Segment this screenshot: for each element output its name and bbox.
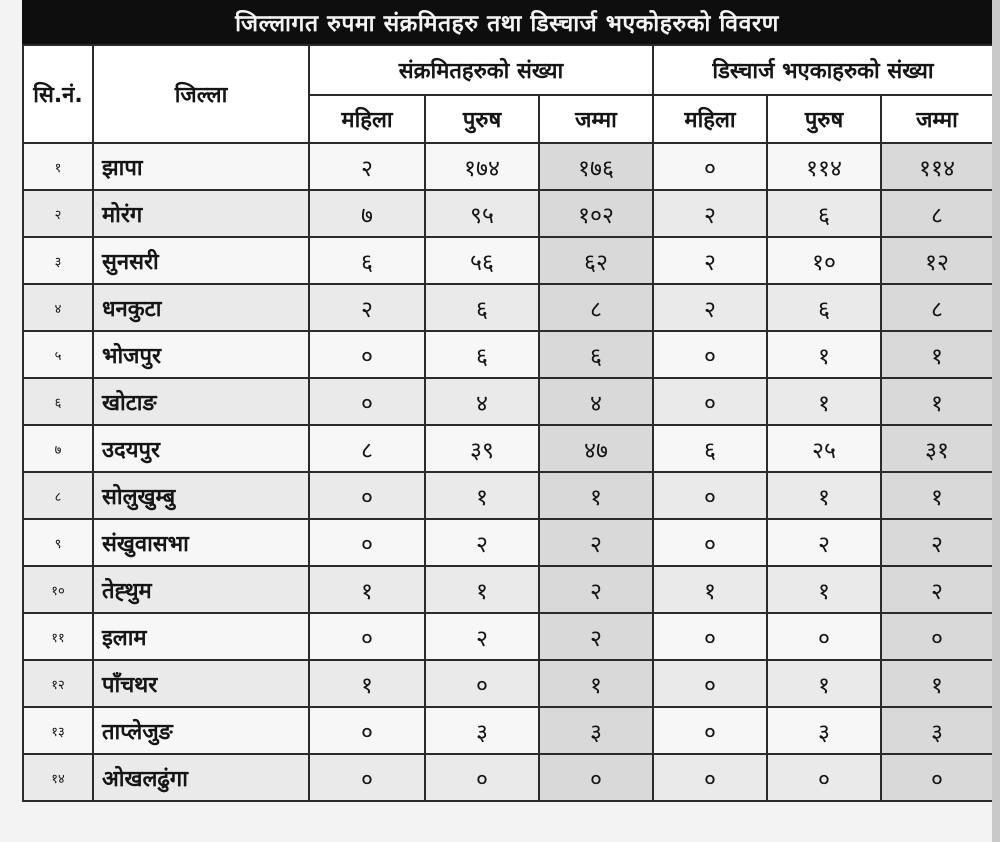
header-infected-male: पुरुष xyxy=(425,95,539,143)
discharged-male-cell: १ xyxy=(767,331,881,378)
header-discharged-total: जम्मा xyxy=(881,95,993,143)
infected-male-cell: ४ xyxy=(425,378,539,425)
infected-total-cell: २ xyxy=(539,613,653,660)
discharged-female-cell: ० xyxy=(653,378,767,425)
infected-male-cell: २ xyxy=(425,519,539,566)
serial-number-cell: १४ xyxy=(23,754,93,801)
infected-total-cell: २ xyxy=(539,519,653,566)
serial-number-cell: ६ xyxy=(23,378,93,425)
discharged-female-cell: ६ xyxy=(653,425,767,472)
discharged-total-cell: १ xyxy=(881,378,993,425)
header-discharged-group: डिस्चार्ज भएकाहरुको संख्या xyxy=(653,45,993,95)
table-body xyxy=(23,143,993,801)
table-row xyxy=(23,660,993,707)
serial-number-cell: ८ xyxy=(23,472,93,519)
table-row xyxy=(23,237,993,284)
district-cell: भोजपुर xyxy=(93,331,309,378)
infected-male-cell: ६ xyxy=(425,284,539,331)
discharged-total-cell: ० xyxy=(881,754,993,801)
infected-female-cell: ६ xyxy=(309,237,425,284)
discharged-total-cell: ८ xyxy=(881,284,993,331)
table-row xyxy=(23,378,993,425)
discharged-male-cell: ६ xyxy=(767,284,881,331)
infected-total-cell: २ xyxy=(539,566,653,613)
district-cell: ओखलढुंगा xyxy=(93,754,309,801)
discharged-total-cell: २ xyxy=(881,519,993,566)
infected-male-cell: १ xyxy=(425,566,539,613)
infected-female-cell: २ xyxy=(309,143,425,190)
discharged-total-cell: १ xyxy=(881,472,993,519)
discharged-male-cell: ११४ xyxy=(767,143,881,190)
header-infected-group: संक्रमितहरुको संख्या xyxy=(309,45,653,95)
district-cell: सुनसरी xyxy=(93,237,309,284)
district-cell: इलाम xyxy=(93,613,309,660)
serial-number-cell: १ xyxy=(23,143,93,190)
discharged-male-cell: ० xyxy=(767,613,881,660)
header-district: जिल्ला xyxy=(93,45,309,143)
discharged-total-cell: ३ xyxy=(881,707,993,754)
district-cases-table xyxy=(22,44,994,802)
discharged-male-cell: ३ xyxy=(767,707,881,754)
district-cell: झापा xyxy=(93,143,309,190)
discharged-female-cell: २ xyxy=(653,284,767,331)
serial-number-cell: ३ xyxy=(23,237,93,284)
infected-male-cell: १७४ xyxy=(425,143,539,190)
table-title: जिल्लागत रुपमा संक्रमितहरु तथा डिस्चार्ज भएकोहरुको विवरण xyxy=(22,0,992,44)
table-row xyxy=(23,143,993,190)
table-row xyxy=(23,284,993,331)
serial-number-cell: ९ xyxy=(23,519,93,566)
table-row xyxy=(23,190,993,237)
discharged-female-cell: २ xyxy=(653,190,767,237)
infected-total-cell: १ xyxy=(539,472,653,519)
serial-number-cell: १० xyxy=(23,566,93,613)
infected-female-cell: ८ xyxy=(309,425,425,472)
discharged-total-cell: १ xyxy=(881,331,993,378)
district-cell: तेह्थुम xyxy=(93,566,309,613)
header-sn: सि.नं. xyxy=(23,45,93,143)
infected-total-cell: ० xyxy=(539,754,653,801)
discharged-female-cell: १ xyxy=(653,566,767,613)
infected-male-cell: ० xyxy=(425,754,539,801)
discharged-total-cell: २ xyxy=(881,566,993,613)
discharged-total-cell: ० xyxy=(881,613,993,660)
discharged-female-cell: ० xyxy=(653,613,767,660)
infected-female-cell: ० xyxy=(309,707,425,754)
discharged-male-cell: १ xyxy=(767,660,881,707)
infected-male-cell: २ xyxy=(425,613,539,660)
discharged-total-cell: ८ xyxy=(881,190,993,237)
infected-total-cell: १ xyxy=(539,660,653,707)
infected-female-cell: ० xyxy=(309,378,425,425)
header-infected-total: जम्मा xyxy=(539,95,653,143)
page-edge xyxy=(992,0,1000,842)
discharged-male-cell: ६ xyxy=(767,190,881,237)
table-row xyxy=(23,566,993,613)
infected-female-cell: १ xyxy=(309,566,425,613)
infected-female-cell: ० xyxy=(309,613,425,660)
header-infected-female: महिला xyxy=(309,95,425,143)
infected-total-cell: ४७ xyxy=(539,425,653,472)
infected-total-cell: १०२ xyxy=(539,190,653,237)
infected-male-cell: ९५ xyxy=(425,190,539,237)
infected-male-cell: ० xyxy=(425,660,539,707)
infected-male-cell: ५६ xyxy=(425,237,539,284)
serial-number-cell: ७ xyxy=(23,425,93,472)
discharged-female-cell: ० xyxy=(653,472,767,519)
discharged-female-cell: ० xyxy=(653,519,767,566)
infected-total-cell: ४ xyxy=(539,378,653,425)
district-cell: खोटाङ xyxy=(93,378,309,425)
table-row xyxy=(23,754,993,801)
infected-male-cell: १ xyxy=(425,472,539,519)
infected-total-cell: ६ xyxy=(539,331,653,378)
discharged-male-cell: १० xyxy=(767,237,881,284)
district-cell: उदयपुर xyxy=(93,425,309,472)
district-cell: सोलुखुम्बु xyxy=(93,472,309,519)
discharged-female-cell: ० xyxy=(653,331,767,378)
district-cell: मोरंग xyxy=(93,190,309,237)
discharged-male-cell: २५ xyxy=(767,425,881,472)
serial-number-cell: १३ xyxy=(23,707,93,754)
infected-total-cell: ६२ xyxy=(539,237,653,284)
table-row xyxy=(23,707,993,754)
serial-number-cell: ५ xyxy=(23,331,93,378)
serial-number-cell: ४ xyxy=(23,284,93,331)
header-discharged-female: महिला xyxy=(653,95,767,143)
infected-male-cell: ६ xyxy=(425,331,539,378)
district-cell: ताप्लेजुङ xyxy=(93,707,309,754)
district-cell: धनकुटा xyxy=(93,284,309,331)
discharged-total-cell: १२ xyxy=(881,237,993,284)
infected-female-cell: ० xyxy=(309,754,425,801)
serial-number-cell: ११ xyxy=(23,613,93,660)
discharged-female-cell: ० xyxy=(653,707,767,754)
district-cell: पाँचथर xyxy=(93,660,309,707)
table-row xyxy=(23,331,993,378)
infected-male-cell: ३९ xyxy=(425,425,539,472)
header-discharged-male: पुरुष xyxy=(767,95,881,143)
table-row xyxy=(23,425,993,472)
infected-female-cell: ० xyxy=(309,331,425,378)
district-cell: संखुवासभा xyxy=(93,519,309,566)
discharged-total-cell: १ xyxy=(881,660,993,707)
discharged-female-cell: ० xyxy=(653,754,767,801)
infected-total-cell: १७६ xyxy=(539,143,653,190)
discharged-female-cell: २ xyxy=(653,237,767,284)
discharged-male-cell: २ xyxy=(767,519,881,566)
infected-male-cell: ३ xyxy=(425,707,539,754)
discharged-male-cell: १ xyxy=(767,566,881,613)
infected-total-cell: ३ xyxy=(539,707,653,754)
infected-female-cell: ० xyxy=(309,472,425,519)
discharged-total-cell: ११४ xyxy=(881,143,993,190)
serial-number-cell: १२ xyxy=(23,660,93,707)
infected-female-cell: ० xyxy=(309,519,425,566)
discharged-female-cell: ० xyxy=(653,143,767,190)
discharged-male-cell: १ xyxy=(767,378,881,425)
table-row xyxy=(23,613,993,660)
infected-female-cell: २ xyxy=(309,284,425,331)
serial-number-cell: २ xyxy=(23,190,93,237)
table-row xyxy=(23,519,993,566)
table-row xyxy=(23,472,993,519)
infected-total-cell: ८ xyxy=(539,284,653,331)
discharged-male-cell: ० xyxy=(767,754,881,801)
infected-female-cell: ७ xyxy=(309,190,425,237)
discharged-female-cell: ० xyxy=(653,660,767,707)
infected-female-cell: १ xyxy=(309,660,425,707)
discharged-total-cell: ३१ xyxy=(881,425,993,472)
discharged-male-cell: १ xyxy=(767,472,881,519)
